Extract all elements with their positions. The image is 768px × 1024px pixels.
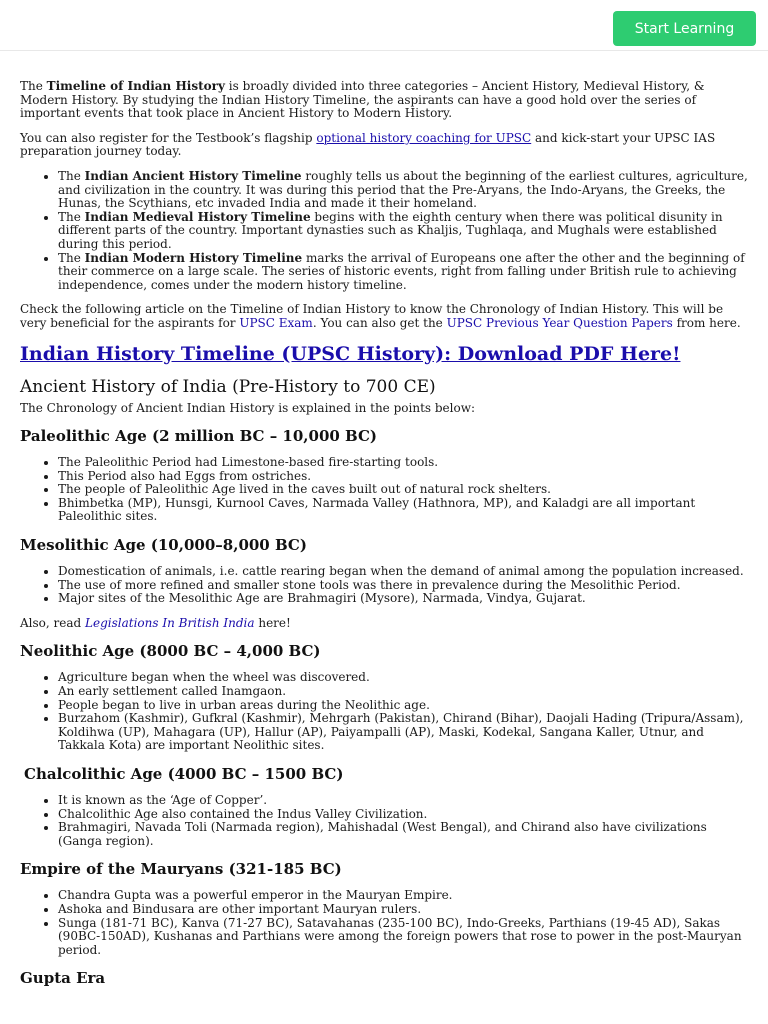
ancient-intro: The Chronology of Ancient Indian History is explained in the points below: (20, 400, 476, 415)
history-coaching-link[interactable]: optional history coaching for UPSC (316, 130, 532, 145)
list-item: • Major sites of the Mesolithic Age are Brahmagiri (Mysore), Narmada, Vindya, Gujarat. (58, 592, 748, 606)
also-read-paragraph (20, 617, 748, 631)
list-item (58, 252, 748, 293)
item-prefix: The (58, 250, 85, 265)
list-item: • An early settlement called Inamgaon. (58, 685, 748, 699)
item-bold: Indian Medieval History Timeline (84, 209, 311, 224)
list-item: • Burzahom (Kashmir), Gufkral (Kashmir), Mehrgarh (Pakistan), Chirand (Bihar), Daojali Hading (Tripura/Assam), Koldihwa (UP), Mahagara (UP), Hallur (AP), Paiyampalli (AP), Maski, Kodekal, Sangana Kaller, Utnur, and Takkala Kota) are important Neolithic sites. (58, 712, 748, 753)
chalcolithic-heading: Chalcolithic Age (4000 BC – 1500 BC) (24, 765, 344, 783)
download-heading (20, 342, 748, 366)
list-item: • The people of Paleolithic Age lived in the caves built out of natural rock shelters. (58, 483, 748, 497)
item-text: roughly tells us about the beginning of the earliest cultures, agriculture, and civilization in the country. It was during this period that the Pre-Aryans, the Indo-Aryans, the Greeks, the Hunas, the Scythians, etc invaded India and made it their homeland. (58, 168, 748, 211)
neolithic-heading: Neolithic Age (8000 BC – 4,000 BC) (20, 642, 321, 661)
item-bold: Indian Modern History Timeline (84, 250, 303, 265)
gupta-heading: Gupta Era (20, 969, 106, 988)
previous-year-papers-link[interactable]: UPSC Previous Year Question Papers (446, 315, 673, 330)
list-item: • Domestication of animals, i.e. cattle rearing began when the demand of animal among the population increased. (58, 565, 748, 579)
list-item: • Ashoka and Bindusara are other important Mauryan rulers. (58, 903, 748, 917)
mesolithic-list (20, 565, 748, 606)
check-text-end: from here. (672, 315, 741, 330)
item-bold: Indian Ancient History Timeline (84, 168, 302, 183)
upsc-exam-link[interactable]: UPSC Exam (239, 315, 313, 330)
start-learning-button[interactable]: Start Learning (613, 11, 756, 46)
register-text: You can also register for the Testbook’s flagship (20, 130, 317, 145)
list-item: • The use of more refined and smaller stone tools was there in prevalence during the Mesolithic Period. (58, 579, 748, 593)
paleolithic-list (20, 456, 748, 524)
register-text-rest: and kick-start your UPSC IAS preparation journey today. (20, 130, 716, 159)
list-item: • Chandra Gupta was a powerful emperor in the Mauryan Empire. (58, 889, 748, 903)
chalcolithic-list (20, 794, 748, 848)
download-pdf-link[interactable]: Indian History Timeline (UPSC History): Download PDF Here! (20, 342, 681, 365)
register-paragraph (20, 132, 748, 159)
article-content (20, 80, 748, 998)
list-item: • This Period also had Eggs from ostriches. (58, 470, 748, 484)
item-prefix: The (58, 209, 85, 224)
intro-bold: Timeline of Indian History (46, 79, 225, 93)
check-text-mid: . You can also get the (312, 315, 447, 330)
list-item: • The Paleolithic Period had Limestone-based fire-starting tools. (58, 456, 748, 470)
check-text: Check the following article on the Timeline of Indian History to know the Chronology of Indian History. This will be very beneficial for the aspirants for (20, 302, 724, 330)
also-read-text-end: here! (254, 615, 291, 630)
periods-list (20, 170, 748, 292)
intro-paragraph (20, 80, 748, 121)
also-read-text: Also, read (20, 615, 86, 630)
list-item (58, 170, 748, 211)
list-item: • People began to live in urban areas during the Neolithic age. (58, 699, 748, 713)
item-prefix: The (58, 168, 85, 183)
paleolithic-heading: Paleolithic Age (2 million BC – 10,000 BC) (20, 427, 378, 446)
list-item: • Agriculture began when the wheel was discovered. (58, 671, 748, 685)
neolithic-list (20, 671, 748, 753)
list-item: • Sunga (181-71 BC), Kanva (71-27 BC), Satavahanas (235-100 BC), Indo-Greeks, Parthians (19-45 AD), Sakas (90BC-150AD), Kushanas and Parthians were among the foreign powers that rose to power in the post-Mauryan period. (58, 917, 748, 958)
mauryan-heading: Empire of the Mauryans (321-185 BC) (20, 860, 342, 879)
list-item: • Bhimbetka (MP), Hunsgi, Kurnool Caves, Narmada Valley (Hathnora, MP), and Kaladgi are all important Paleolithic sites. (58, 497, 748, 524)
list-item (58, 211, 748, 252)
list-item: • Chalcolithic Age also contained the Indus Valley Civilization. (58, 808, 748, 822)
ancient-heading: Ancient History of India (Pre-History to 700 CE) (20, 376, 436, 397)
intro-text: The (20, 79, 47, 93)
item-text: marks the arrival of Europeans one after the other and the beginning of their commerce on a large scale. The series of historic events, right from falling under British rule to achieving independence, comes under the modern history timeline. (58, 250, 745, 292)
item-text: begins with the eighth century when there was political disunity in different parts of the country. Important dynasties such as Khaljis, Tughlaqa, and Mughals were established during this period. (58, 209, 723, 251)
list-item: • Brahmagiri, Navada Toli (Narmada region), Mahishadal (West Bengal), and Chirand also have civilizations (Ganga region). (58, 821, 748, 848)
top-bar (0, 0, 768, 51)
intro-text-rest: is broadly divided into three categories – Ancient History, Medieval History, & Modern History. By studying the Indian History Timeline, the aspirants can have a good hold over the series of important events that took place in Ancient History to Modern History. (20, 79, 705, 121)
list-item: • It is known as the ‘Age of Copper’. (58, 794, 748, 808)
legislations-link[interactable]: Legislations In British India (85, 615, 255, 630)
mesolithic-heading: Mesolithic Age (10,000–8,000 BC) (20, 536, 307, 555)
mauryan-list (20, 889, 748, 957)
check-paragraph (20, 303, 748, 330)
